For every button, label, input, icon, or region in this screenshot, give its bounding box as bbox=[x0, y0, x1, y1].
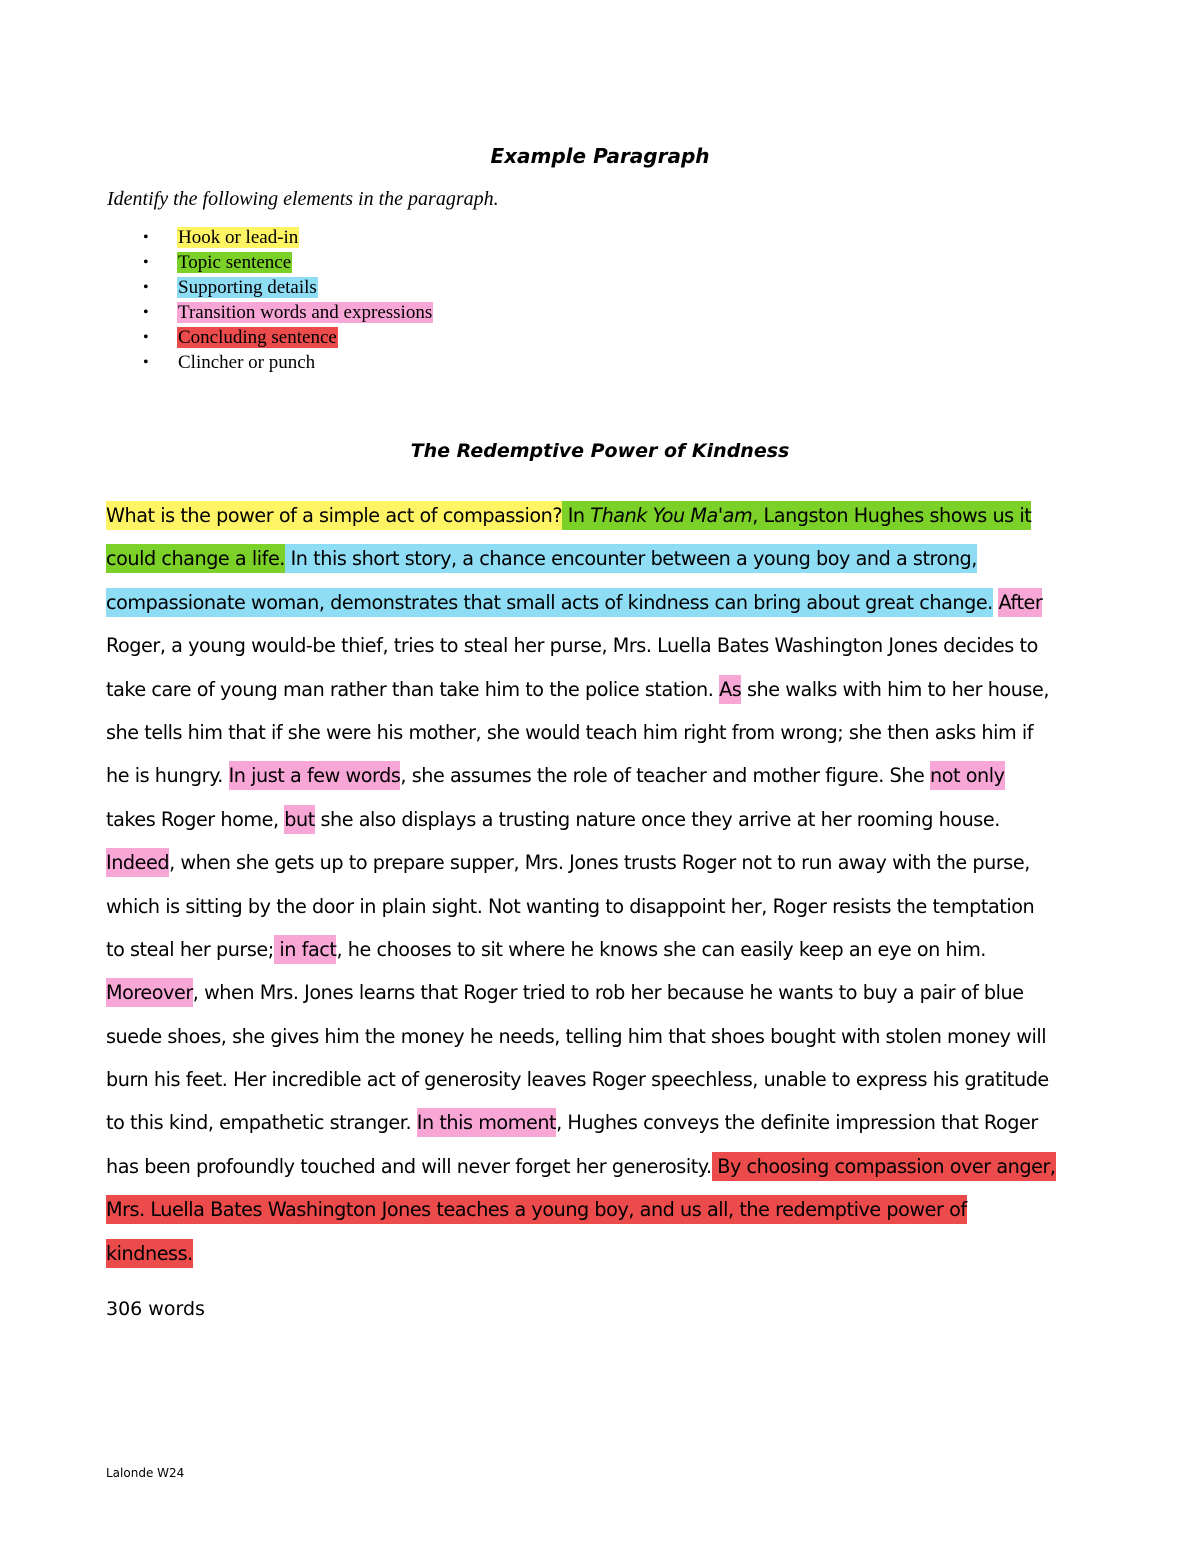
text-segment: she walks with him to her house, bbox=[741, 677, 1049, 701]
list-item bbox=[107, 250, 433, 275]
paragraph-line bbox=[106, 846, 1116, 889]
bullet-icon: • bbox=[143, 279, 149, 296]
elements-list bbox=[107, 225, 433, 375]
paragraph-line bbox=[106, 976, 1116, 1019]
text-segment: he is hungry. bbox=[106, 764, 229, 788]
essay-title: The Redemptive Power of Kindness bbox=[410, 440, 790, 462]
word-count: 306 words bbox=[106, 1298, 205, 1320]
text-segment: , he chooses to sit where he knows she can easily keep an eye on him. bbox=[336, 937, 986, 961]
element-label-transition: Transition words and expressions bbox=[178, 302, 433, 323]
page-title: Example Paragraph bbox=[490, 144, 710, 168]
highlighted-segment: , Langston Hughes shows us it bbox=[752, 501, 1031, 530]
paragraph-line bbox=[106, 716, 1116, 759]
highlighted-segment: Indeed bbox=[106, 848, 169, 877]
paragraph-line bbox=[106, 1237, 1116, 1280]
element-label-concluding: Concluding sentence bbox=[178, 327, 337, 348]
text-segment: , when she gets up to prepare supper, Mrs. Jones trusts Roger not to run away with the purse, bbox=[169, 851, 1030, 875]
highlighted-segment: In this short story, a chance encounter between a young boy and a strong, bbox=[285, 544, 977, 573]
list-item bbox=[107, 300, 433, 325]
text-segment: she tells him that if she were his mother, she would teach him right from wrong; she then asks him if bbox=[106, 720, 1034, 744]
highlighted-segment: After bbox=[998, 588, 1042, 617]
paragraph-line bbox=[106, 1150, 1116, 1193]
element-label-clincher: Clincher or punch bbox=[178, 352, 316, 373]
text-segment: has been profoundly touched and will never forget her generosity. bbox=[106, 1154, 712, 1178]
highlighted-segment: In just a few words bbox=[229, 761, 401, 790]
highlighted-segment: Thank You Ma'am bbox=[590, 501, 752, 530]
footer-text: Lalonde W24 bbox=[106, 1466, 185, 1480]
list-item bbox=[107, 225, 433, 250]
list-item bbox=[107, 350, 433, 375]
highlighted-segment: could change a life. bbox=[106, 544, 285, 573]
highlighted-segment: compassionate woman, demonstrates that small acts of kindness can bring about great change. bbox=[106, 588, 993, 617]
element-label-hook: Hook or lead-in bbox=[178, 227, 299, 248]
paragraph-line bbox=[106, 1063, 1116, 1106]
paragraph-line bbox=[106, 542, 1116, 585]
text-segment: to this kind, empathetic stranger. bbox=[106, 1111, 417, 1135]
essay-paragraph bbox=[106, 499, 1116, 1280]
paragraph-line bbox=[106, 890, 1116, 933]
text-segment: to steal her purse; bbox=[106, 937, 274, 961]
text-segment: which is sitting by the door in plain sight. Not wanting to disappoint her, Roger resists the temptation bbox=[106, 894, 1035, 918]
highlighted-segment: Mrs. Luella Bates Washington Jones teaches a young boy, and us all, the redemptive power of bbox=[106, 1195, 967, 1224]
text-segment: she also displays a trusting nature once they arrive at her rooming house. bbox=[314, 807, 1000, 831]
bullet-icon: • bbox=[143, 229, 149, 246]
paragraph-line bbox=[106, 1106, 1116, 1149]
highlighted-segment: By choosing compassion over anger, bbox=[712, 1152, 1056, 1181]
bullet-icon: • bbox=[143, 329, 149, 346]
instructions-text: Identify the following elements in the paragraph. bbox=[107, 188, 499, 210]
highlighted-segment: kindness. bbox=[106, 1239, 193, 1268]
text-segment: take care of young man rather than take him to the police station. bbox=[106, 677, 720, 701]
paragraph-line bbox=[106, 1193, 1116, 1236]
text-segment: Roger, a young would-be thief, tries to steal her purse, Mrs. Luella Bates Washington Jones decides to bbox=[106, 634, 1038, 658]
paragraph-line bbox=[106, 759, 1116, 802]
list-item bbox=[107, 325, 433, 350]
paragraph-line bbox=[106, 629, 1116, 672]
paragraph-line bbox=[106, 586, 1116, 629]
paragraph-line bbox=[106, 803, 1116, 846]
highlighted-segment: Moreover bbox=[106, 978, 193, 1007]
highlighted-segment: As bbox=[719, 675, 741, 704]
text-segment: , when Mrs. Jones learns that Roger tried to rob her because he wants to buy a pair of blue bbox=[192, 981, 1024, 1005]
paragraph-line bbox=[106, 933, 1116, 976]
list-item bbox=[107, 275, 433, 300]
highlighted-segment: In this moment bbox=[417, 1108, 556, 1137]
text-segment: takes Roger home, bbox=[106, 807, 285, 831]
bullet-icon: • bbox=[143, 354, 149, 371]
element-label-supporting: Supporting details bbox=[178, 277, 317, 298]
highlighted-segment: What is the power of a simple act of compassion? bbox=[106, 501, 562, 530]
highlighted-segment: in fact bbox=[274, 935, 337, 964]
text-segment: burn his feet. Her incredible act of generosity leaves Roger speechless, unable to express his gratitude bbox=[106, 1068, 1049, 1092]
highlighted-segment: but bbox=[284, 805, 315, 834]
text-segment: , Hughes conveys the definite impression that Roger bbox=[556, 1111, 1038, 1135]
highlighted-segment: not only bbox=[930, 761, 1005, 790]
text-segment: suede shoes, she gives him the money he needs, telling him that shoes bought with stolen money will bbox=[106, 1024, 1047, 1048]
text-segment: , she assumes the role of teacher and mother figure. She bbox=[400, 764, 930, 788]
bullet-icon: • bbox=[143, 254, 149, 271]
element-label-topic: Topic sentence bbox=[178, 252, 292, 273]
paragraph-line bbox=[106, 673, 1116, 716]
bullet-icon: • bbox=[143, 304, 149, 321]
paragraph-line bbox=[106, 1020, 1116, 1063]
paragraph-line bbox=[106, 499, 1116, 542]
highlighted-segment: In bbox=[562, 501, 590, 530]
